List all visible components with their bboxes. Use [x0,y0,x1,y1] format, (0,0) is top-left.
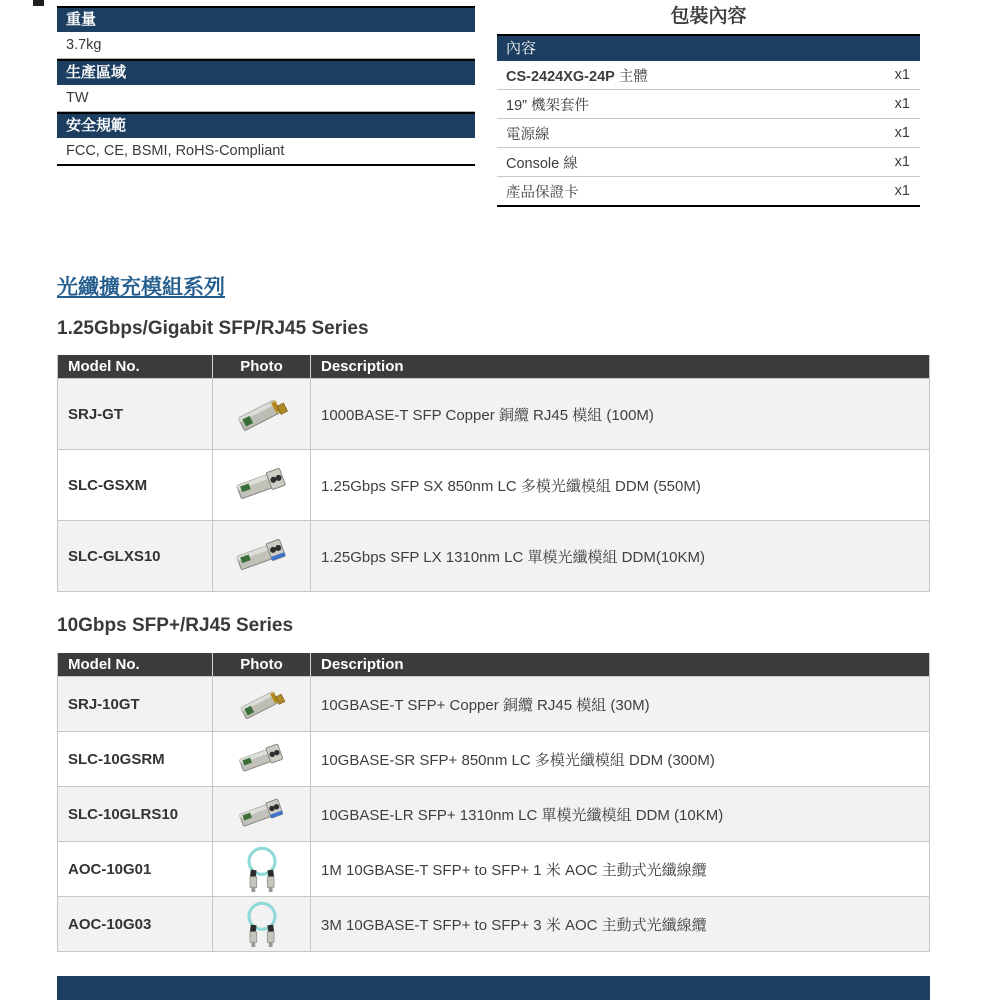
sfp-rj45-copper-module-photo [236,682,288,726]
table-row [58,786,929,841]
column-header-description: Description [321,656,404,673]
column-header-photo: Photo [213,653,311,676]
table-row [58,520,929,591]
package-item-qty: x1 [894,183,910,199]
photo-cell [213,787,311,841]
spec-header-safety: 安全規範 [57,112,475,138]
table-header-row [58,653,929,676]
package-contents-title: 包裝內容 [670,6,747,27]
package-item-qty: x1 [894,154,910,170]
package-item-name-bold: CS-2424XG-24P [506,68,615,85]
spec-value-production-area: TW [57,85,475,112]
description-cell: 1.25Gbps SFP LX 1310nm LC 單模光纖模組 DDM(10KM) [321,548,706,566]
package-item-name [506,123,550,144]
photo-cell [213,521,311,591]
photo-cell [213,450,311,520]
package-item-qty: x1 [894,96,910,112]
package-item [497,90,920,119]
package-contents-column-header: 內容 [497,34,920,61]
cropped-edge-artifact [33,0,44,6]
sfp-lc-fiber-module-photo [236,737,288,781]
spec-value-safety: FCC, CE, BSMI, RoHS-Compliant [57,138,475,166]
package-item [497,148,920,177]
package-item [497,177,920,207]
package-item-name [506,94,589,115]
package-item-name-text: 主體 [614,68,648,85]
package-contents-table [497,0,920,207]
package-item-name-text: Console 線 [506,155,578,172]
description-cell: 10GBASE-LR SFP+ 1310nm LC 單模光纖模組 DDM (10KM) [321,806,724,824]
model-no-cell: SRJ-10GT [58,677,213,731]
model-no-cell: SLC-GSXM [58,450,213,520]
sfp-rj45-copper-module-photo [233,390,291,438]
package-item [497,119,920,148]
photo-cell [213,732,311,786]
model-no-cell: SLC-10GSRM [58,732,213,786]
table-row [58,378,929,449]
model-no-cell: SLC-10GLRS10 [58,787,213,841]
photo-cell [213,842,311,896]
description-cell: 10GBASE-SR SFP+ 850nm LC 多模光纖模組 DDM (300M) [321,751,715,769]
table-subtitle-gigabit-series: 1.25Gbps/Gigabit SFP/RJ45 Series [57,318,369,339]
description-cell: 1M 10GBASE-T SFP+ to SFP+ 1 米 AOC 主動式光纖線纜 [321,861,707,879]
package-item-qty: x1 [894,67,910,83]
table-row [58,896,929,951]
package-item [497,61,920,90]
package-item-name-text: 產品保證卡 [506,184,579,201]
sfp-lc-fiber-module-blue-photo [233,532,291,580]
table-subtitle-10g-series: 10Gbps SFP+/RJ45 Series [57,615,294,636]
sfp-lc-fiber-module-photo [233,461,291,509]
package-item-name [506,181,579,202]
ten-gig-sfp-table [57,653,930,952]
spec-value-weight: 3.7kg [57,32,475,59]
package-item-name [506,152,578,173]
spec-table [57,6,475,166]
model-no-cell: SRJ-GT [58,379,213,449]
column-header-photo: Photo [213,355,311,378]
section-heading-fiber-modules: 光纖擴充模組系列 [57,276,225,299]
column-header-description: Description [321,358,404,375]
table-row [58,676,929,731]
spec-header-production-area: 生產區域 [57,59,475,85]
model-no-cell: AOC-10G03 [58,897,213,951]
model-no-cell: AOC-10G01 [58,842,213,896]
spec-header-weight: 重量 [57,6,475,32]
model-no-cell: SLC-GLXS10 [58,521,213,591]
aoc-active-optical-cable-photo [239,899,285,949]
column-header-model-no: Model No. [58,653,213,676]
package-item-name-text: 19” 機架套件 [506,97,589,114]
package-item-qty: x1 [894,125,910,141]
next-section-header-bar [57,976,930,1000]
table-row [58,841,929,896]
package-item-name [506,65,648,86]
table-header-row [58,355,929,378]
table-row [58,731,929,786]
description-cell: 10GBASE-T SFP+ Copper 銅纜 RJ45 模組 (30M) [321,696,650,714]
photo-cell [213,897,311,951]
package-item-name-text: 電源線 [506,126,550,143]
description-cell: 1000BASE-T SFP Copper 銅纜 RJ45 模組 (100M) [321,406,654,424]
column-header-model-no: Model No. [58,355,213,378]
photo-cell [213,379,311,449]
gigabit-sfp-table [57,355,930,592]
aoc-active-optical-cable-photo [239,844,285,894]
table-row [58,449,929,520]
photo-cell [213,677,311,731]
description-cell: 3M 10GBASE-T SFP+ to SFP+ 3 米 AOC 主動式光纖線纜 [321,916,707,934]
sfp-lc-fiber-module-blue-photo [236,792,288,836]
description-cell: 1.25Gbps SFP SX 850nm LC 多模光纖模組 DDM (550M) [321,477,701,495]
